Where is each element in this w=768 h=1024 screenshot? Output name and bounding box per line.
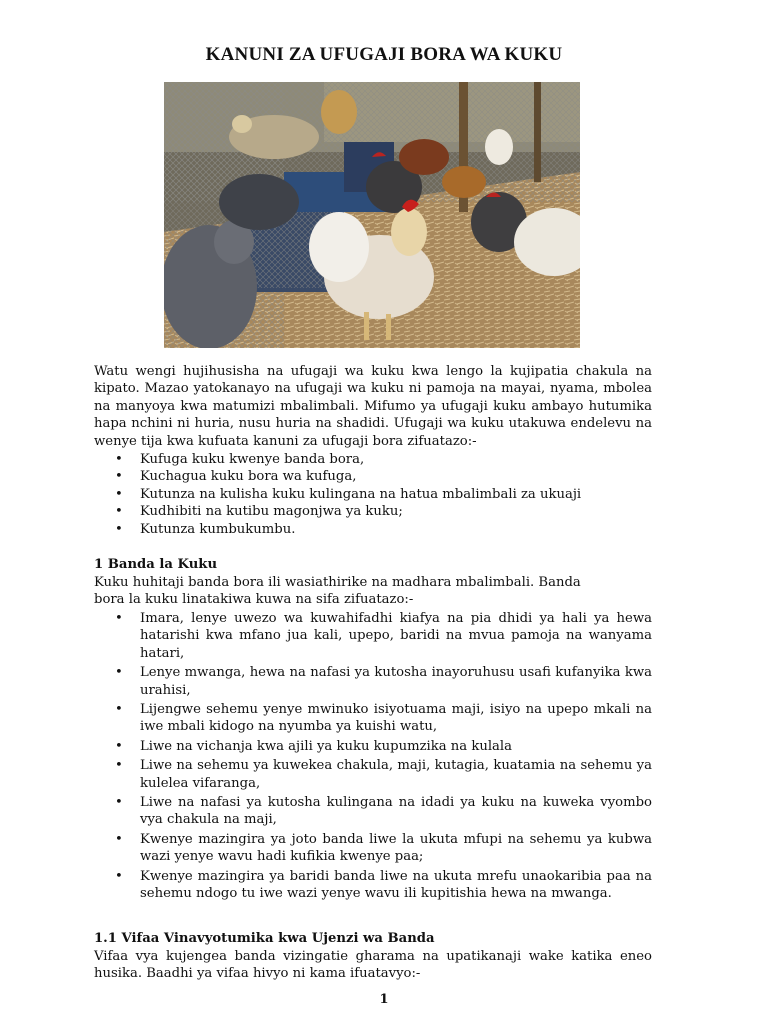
section-heading: 1 Banda la Kuku [94,557,218,572]
subsection-heading: 1.1 Vifaa Vinavyotumika kwa Ujenzi wa Banda [94,931,435,946]
list-item: • Kudhibiti na kutibu magonjwa ya kuku; [94,503,652,520]
document-title: KANUNI ZA UFUGAJI BORA WA KUKU [205,44,563,65]
principles-list [94,451,652,538]
list-item: • Liwe na vichanja kwa ajili ya kuku kupumzika na kulala [94,738,652,755]
list-item: • Kuchagua kuku bora wa kufuga, [94,468,652,485]
list-item: • Kwenye mazingira ya joto banda liwe la ukuta mfupi na sehemu ya kubwa wazi yenye wavu hadi kufikia kwenye paa; [94,831,652,866]
chickens-photo [164,82,580,348]
subsection-paragraph: Vifaa vya kujengea banda vizingatie gharama na upatikanaji wake katika eneo husika. Baadhi ya vifaa hivyo ni kama ifuatavyo:- [94,949,652,982]
list-item: • Liwe na nafasi ya kutosha kulingana na idadi ya kuku na kuweka vyombo vya chakula na maji, [94,794,652,829]
page-number: 1 [379,992,389,1007]
intro-paragraph: Watu wengi hujihusisha na ufugaji wa kuku kwa lengo la kujipatia chakula na kipato. Mazao yatokanayo na ufugaji wa kuku ni pamoja na mayai, nyama, mbolea na manyoya kwa matumizi mbalimbali. Mifumo ya ufugaji kuku ambayo hutumika hapa nchini ni huria, nusu huria na shadidi. Ufugaji wa kuku utakuwa endelevu na wenye tija kwa kufuata kanuni za ufugaji bora zifuatazo:- [94,364,652,449]
list-item: • Kufuga kuku kwenye banda bora, [94,451,652,468]
list-item: • Lijengwe sehemu yenye mwinuko isiyotuama maji, isiyo na upepo mkali na iwe mbali kidogo na nyumba ya kuishi watu, [94,701,652,736]
list-item: • Kutunza na kulisha kuku kulingana na hatua mbalimbali za ukuaji [94,486,652,503]
list-item: • Lenye mwanga, hewa na nafasi ya kutosha inayoruhusu usafi kufanyika kwa urahisi, [94,664,652,699]
list-item: • Liwe na sehemu ya kuwekea chakula, maji, kutagia, kuatamia na sehemu ya kulelea vifaranga, [94,757,652,792]
paragraph-line: Kuku huhitaji banda bora ili wasiathirike na madhara mbalimbali. Banda [94,575,581,590]
list-item: • Imara, lenye uwezo wa kuwahifadhi kiafya na pia dhidi ya hali ya hewa hatarishi kwa mfano jua kali, upepo, baridi na mvua pamoja na wanyama hatari, [94,610,652,662]
list-item: • Kwenye mazingira ya baridi banda liwe na ukuta mrefu unaokaribia paa na sehemu ndogo tu iwe wazi yenye wavu ili kupitishia hewa na mwanga. [94,868,652,903]
section-paragraph [94,574,652,609]
list-item: • Kutunza kumbukumbu. [94,521,652,538]
paragraph-line: bora la kuku linatakiwa kuwa na sifa zifuatazo:- [94,592,414,608]
banda-requirements-list [94,610,652,905]
